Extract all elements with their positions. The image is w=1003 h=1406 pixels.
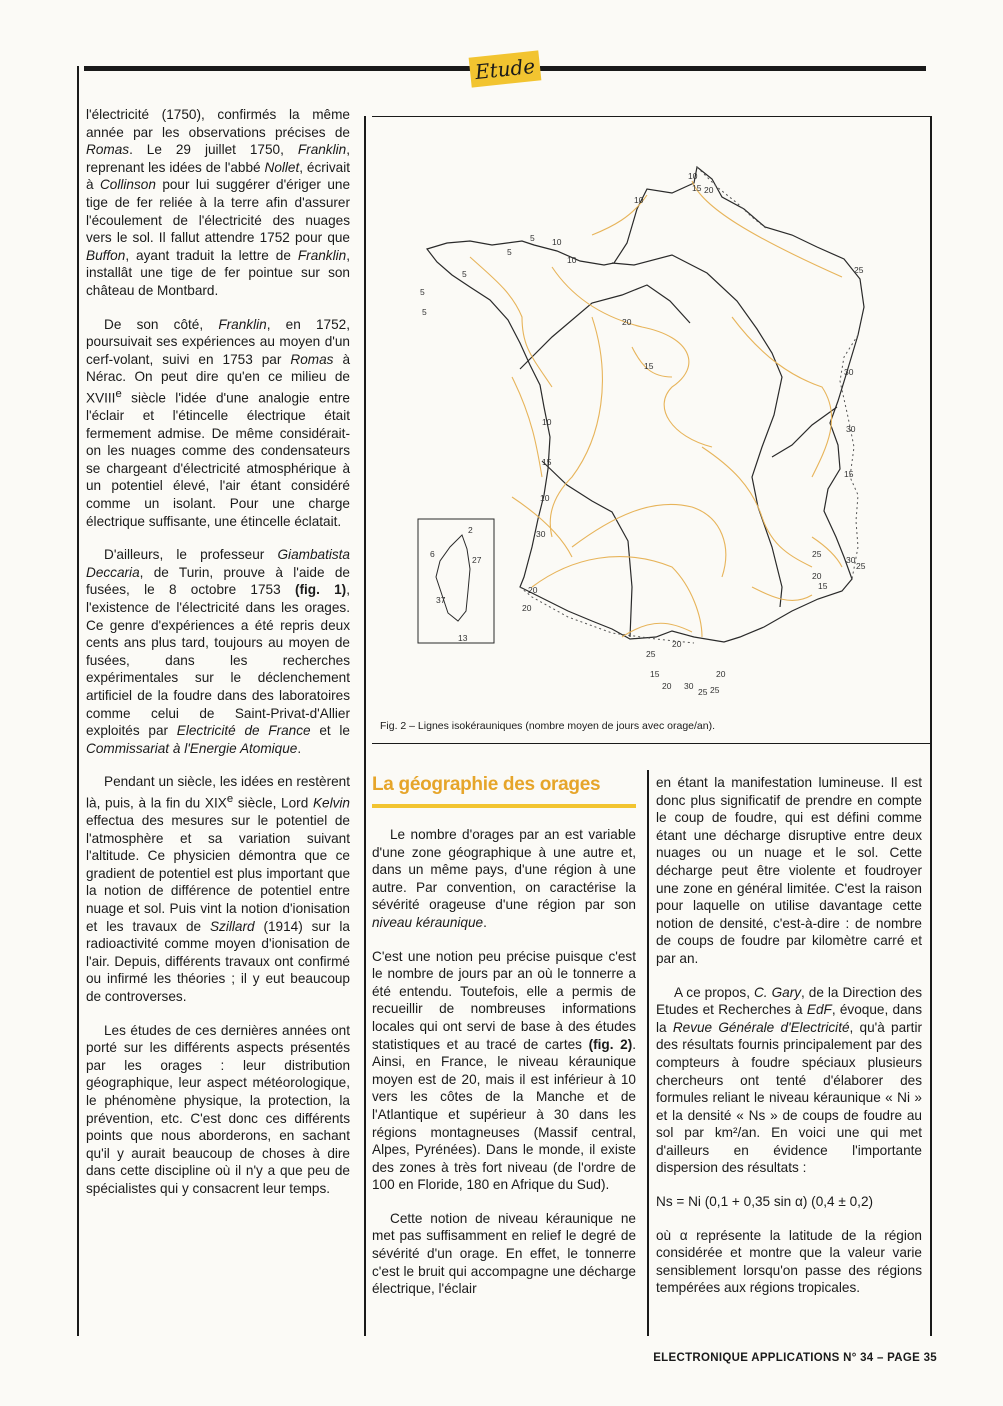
river-garonne <box>542 461 632 637</box>
map-contour-label: 20 <box>662 681 672 691</box>
map-contour-label: 27 <box>472 555 482 565</box>
map-contour-label: 5 <box>507 247 512 257</box>
map-contour-label: 2 <box>468 525 473 535</box>
map-contour-label: 30 <box>684 681 694 691</box>
right-margin-rule <box>930 116 932 1336</box>
col3-paragraph-1: en étant la manifestation lumineuse. Il est donc plus significatif de prendre en compte le coup de foudre, qui est défini comme étant une décharge disruptive entre deux nuages ou un nuage et le sol. Cette décharge peut être violente et foudroyer une zone en général limitée. C'est la raison pour laquelle on utilise davantage cette notion de densité, c'est-à-dire : de nombre de coups de foudre par kilomètre carré et par an. <box>656 775 922 966</box>
map-contour-label: 6 <box>430 549 435 559</box>
map-contour-label: 25 <box>710 685 720 695</box>
left-margin-rule <box>77 66 79 1336</box>
france-outline <box>427 167 864 642</box>
map-contour-label: 25 <box>856 561 866 571</box>
map-contour-label: 20 <box>522 603 532 613</box>
col2-paragraph-1: Le nombre d'orages par an est variable d'une zone géographique à une autre et, dans un même pays, d'une région à une autre. Par convention, on caractérise la sévérité orageuse d'une région par son niveau kéraunique. <box>372 827 636 930</box>
map-contour-label: 15 <box>644 361 654 371</box>
map-contour-label: 5 <box>422 307 427 317</box>
map-contour-label: 20 <box>716 669 726 679</box>
map-contour-label: 15 <box>692 183 702 193</box>
map-contour-label: 10 <box>552 237 562 247</box>
map-contour-label: 15 <box>542 457 552 467</box>
header-rule-right <box>540 66 926 71</box>
map-contour-label: 5 <box>420 287 425 297</box>
map-contour-label: 30 <box>844 367 854 377</box>
map-contour-label: 10 <box>688 171 698 181</box>
column-2 <box>372 826 636 1298</box>
isokeraunic-map <box>372 117 930 713</box>
map-contour-label: 25 <box>854 265 864 275</box>
map-contour-label: 10 <box>540 493 550 503</box>
map-contour-label: 15 <box>818 581 828 591</box>
corsica-inset-frame <box>418 519 494 643</box>
map-contour-label: 5 <box>530 233 535 243</box>
map-contour-label: 25 <box>812 549 822 559</box>
map-contour-label: 30 <box>846 424 856 434</box>
map-contour-label: 20 <box>622 317 632 327</box>
column-3 <box>656 774 922 1297</box>
col1-paragraph-2: De son côté, Franklin, en 1752, poursuivait ses expériences au moyen d'un cerf-volant, suivi en 1753 par Romas à Nérac. On peut dire qu'en ce milieu de XVIIIe siècle l'idée d'une analogie entre l'éclair et l'étincelle électrique était fermement admise. De même considérait-on les nuages comme des condensateurs se chargeant d'électricité atmosphérique à un potentiel élevé, l'air étant considéré comme un isolant. Pour une charge électrique suffisante, une étincelle éclatait. <box>86 316 351 529</box>
col1-paragraph-4: Pendant un siècle, les idées en restèrent là, puis, à la fin du XIXe siècle, Lord Kelvin effectua des mesures sur le potentiel de l'atmosphère et sa variation suivant l'altitude. Ce physicien démontra que ce gradient de potentiel est plus important que la notion de différence de potentiel entre nuage et sol. Puis vint la notion d'ionisation et les travaux de Szillard (1914) sur la radioactivité comme moyen d'ionisation de l'air. Depuis, différents travaux ont confirmé ou infirmé les théories ; il y eut beaucoup de controverses. <box>86 774 350 1004</box>
col1-paragraph-1: l'électricité (1750), confirmés la même année par les observations précises de Romas. Le 29 juillet 1750, Franklin, reprenant les idées de l'abbé Nollet, écrivait à Collinson pour lui suggérer d'ériger une tige de fer reliée à la terre afin d'assurer l'écoulement de l'électricité des nuages vers le sol. Il fallut attendre 1752 pour que Buffon, ayant traduit la lettre de Franklin, installât une tige de fer pointue sur son château de Montbard. <box>86 107 351 298</box>
map-contour-label: 25 <box>646 649 656 659</box>
col3-paragraph-3: où α représente la latitude de la région considérée et montre que la valeur varie sensiblement lorsqu'on passe des régions tempérées aux régions tropicales. <box>656 1227 922 1296</box>
col3-formula: Ns = Ni (0,1 + 0,35 sin α) (0,4 ± 0,2) <box>656 1194 874 1210</box>
map-contour-label: 37 <box>436 595 446 605</box>
section-tag: Etude <box>469 50 542 87</box>
map-contour-label: 5 <box>462 269 467 279</box>
river-rhine <box>772 407 837 457</box>
spain-border <box>520 587 694 643</box>
map-contour-label: 20 <box>672 639 682 649</box>
header-rule-left <box>84 66 472 71</box>
map-contour-label: 30 <box>846 555 856 565</box>
col1-paragraph-5: Les études de ces dernières années ont porté sur les différents aspects présentés par les orages : leur distribution géographique, leur aspect météorologique, le phénomène physique, la protection, la prévention, etc. C'est donc ces différents points que nous aborderons, en sachant qu'il y aurait beaucoup de choses à dire dans cette discipline où il n'y a que peu de spécialistes qui y consacrent leur temps. <box>86 1022 350 1196</box>
map-labels <box>420 171 866 697</box>
map-contour-label: 20 <box>704 185 714 195</box>
col1-paragraph-3: D'ailleurs, le professeur Giambatista Deccaria, de Turin, prouve à l'aide de fusées, le 8 octobre 1753 (fig. 1), l'existence de l'électricité dans les orages. Ce genre d'expériences a été repris deux cents ans plus tard, toujours au moyen de fusées, dans les recherches expérimentales sur le déclenchement artificiel de la foudre dans des laboratoires comme celui de Saint-Privat-d'Allier exploités par Electricité de France et le Commissariat à l'Energie Atomique. <box>86 547 350 756</box>
map-contour-label: 15 <box>650 669 660 679</box>
map-contour-label: 10 <box>634 195 644 205</box>
map-contour-label: 30 <box>536 529 546 539</box>
map-contour-label: 25 <box>698 687 708 697</box>
page-footer: ELECTRONIQUE APPLICATIONS N° 34 – PAGE 35 <box>653 1352 937 1364</box>
river-loire <box>520 285 690 369</box>
col3-paragraph-2: A ce propos, C. Gary, de la Direction des Etudes et Recherches à EdF, évoque, dans la Revue Générale d'Electricité, qu'à partir des résultats fournis principalement par des compteurs à foudre spéciaux plusieurs chercheurs ont tenté d'élaborer des formules reliant le niveau kéraunique « Ni » et la densité « Ns » de coups de foudre au sol par km²/an. En voici une qui met d'ailleurs en évidence l'importante dispersion des résultats : <box>656 984 923 1176</box>
figure-2 <box>372 116 930 744</box>
figure-caption: Fig. 2 – Lignes isokérauniques (nombre moyen de jours avec orage/an). <box>380 720 716 732</box>
col2-paragraph-3: Cette notion de niveau kéraunique ne met pas suffisamment en relief le degré de sévérité d'un orage. En effet, le tonnerre c'est le bruit qui accompagne une décharge électrique, l'éclair <box>372 1210 636 1297</box>
column-rule-1 <box>364 116 366 1336</box>
map-contour-label: 15 <box>844 469 854 479</box>
column-rule-2 <box>647 770 649 1336</box>
corsica-outline <box>436 535 470 621</box>
map-contour-label: 10 <box>567 255 577 265</box>
map-contour-label: 20 <box>528 585 538 595</box>
section-title: La géographie des orages <box>372 770 636 808</box>
map-contour-label: 10 <box>542 417 552 427</box>
map-contour-label: 20 <box>812 571 822 581</box>
river-seine <box>612 255 782 607</box>
col2-paragraph-2: C'est une notion peu précise puisque c'est le nombre de jours par an où le tonnerre a été entendu. Toutefois, elle a permis de recueillir de nombreuses informations locales qui ont servi de base à des études statistiques et au tracé de cartes (fig. 2). Ainsi, en France, le niveau kéraunique moyen est de 20, mais il est inférieur à 10 vers les côtes de la Manche et de l'Atlantique et supérieur à 30 dans les régions montagneuses (Massif central, Alpes, Pyrénées). Dans le monde, il existe des zones à très fort niveau (de l'ordre de 100 en Floride, 180 en Afrique du Sud). <box>372 948 637 1193</box>
column-1 <box>86 106 350 1198</box>
map-contour-label: 13 <box>458 633 468 643</box>
